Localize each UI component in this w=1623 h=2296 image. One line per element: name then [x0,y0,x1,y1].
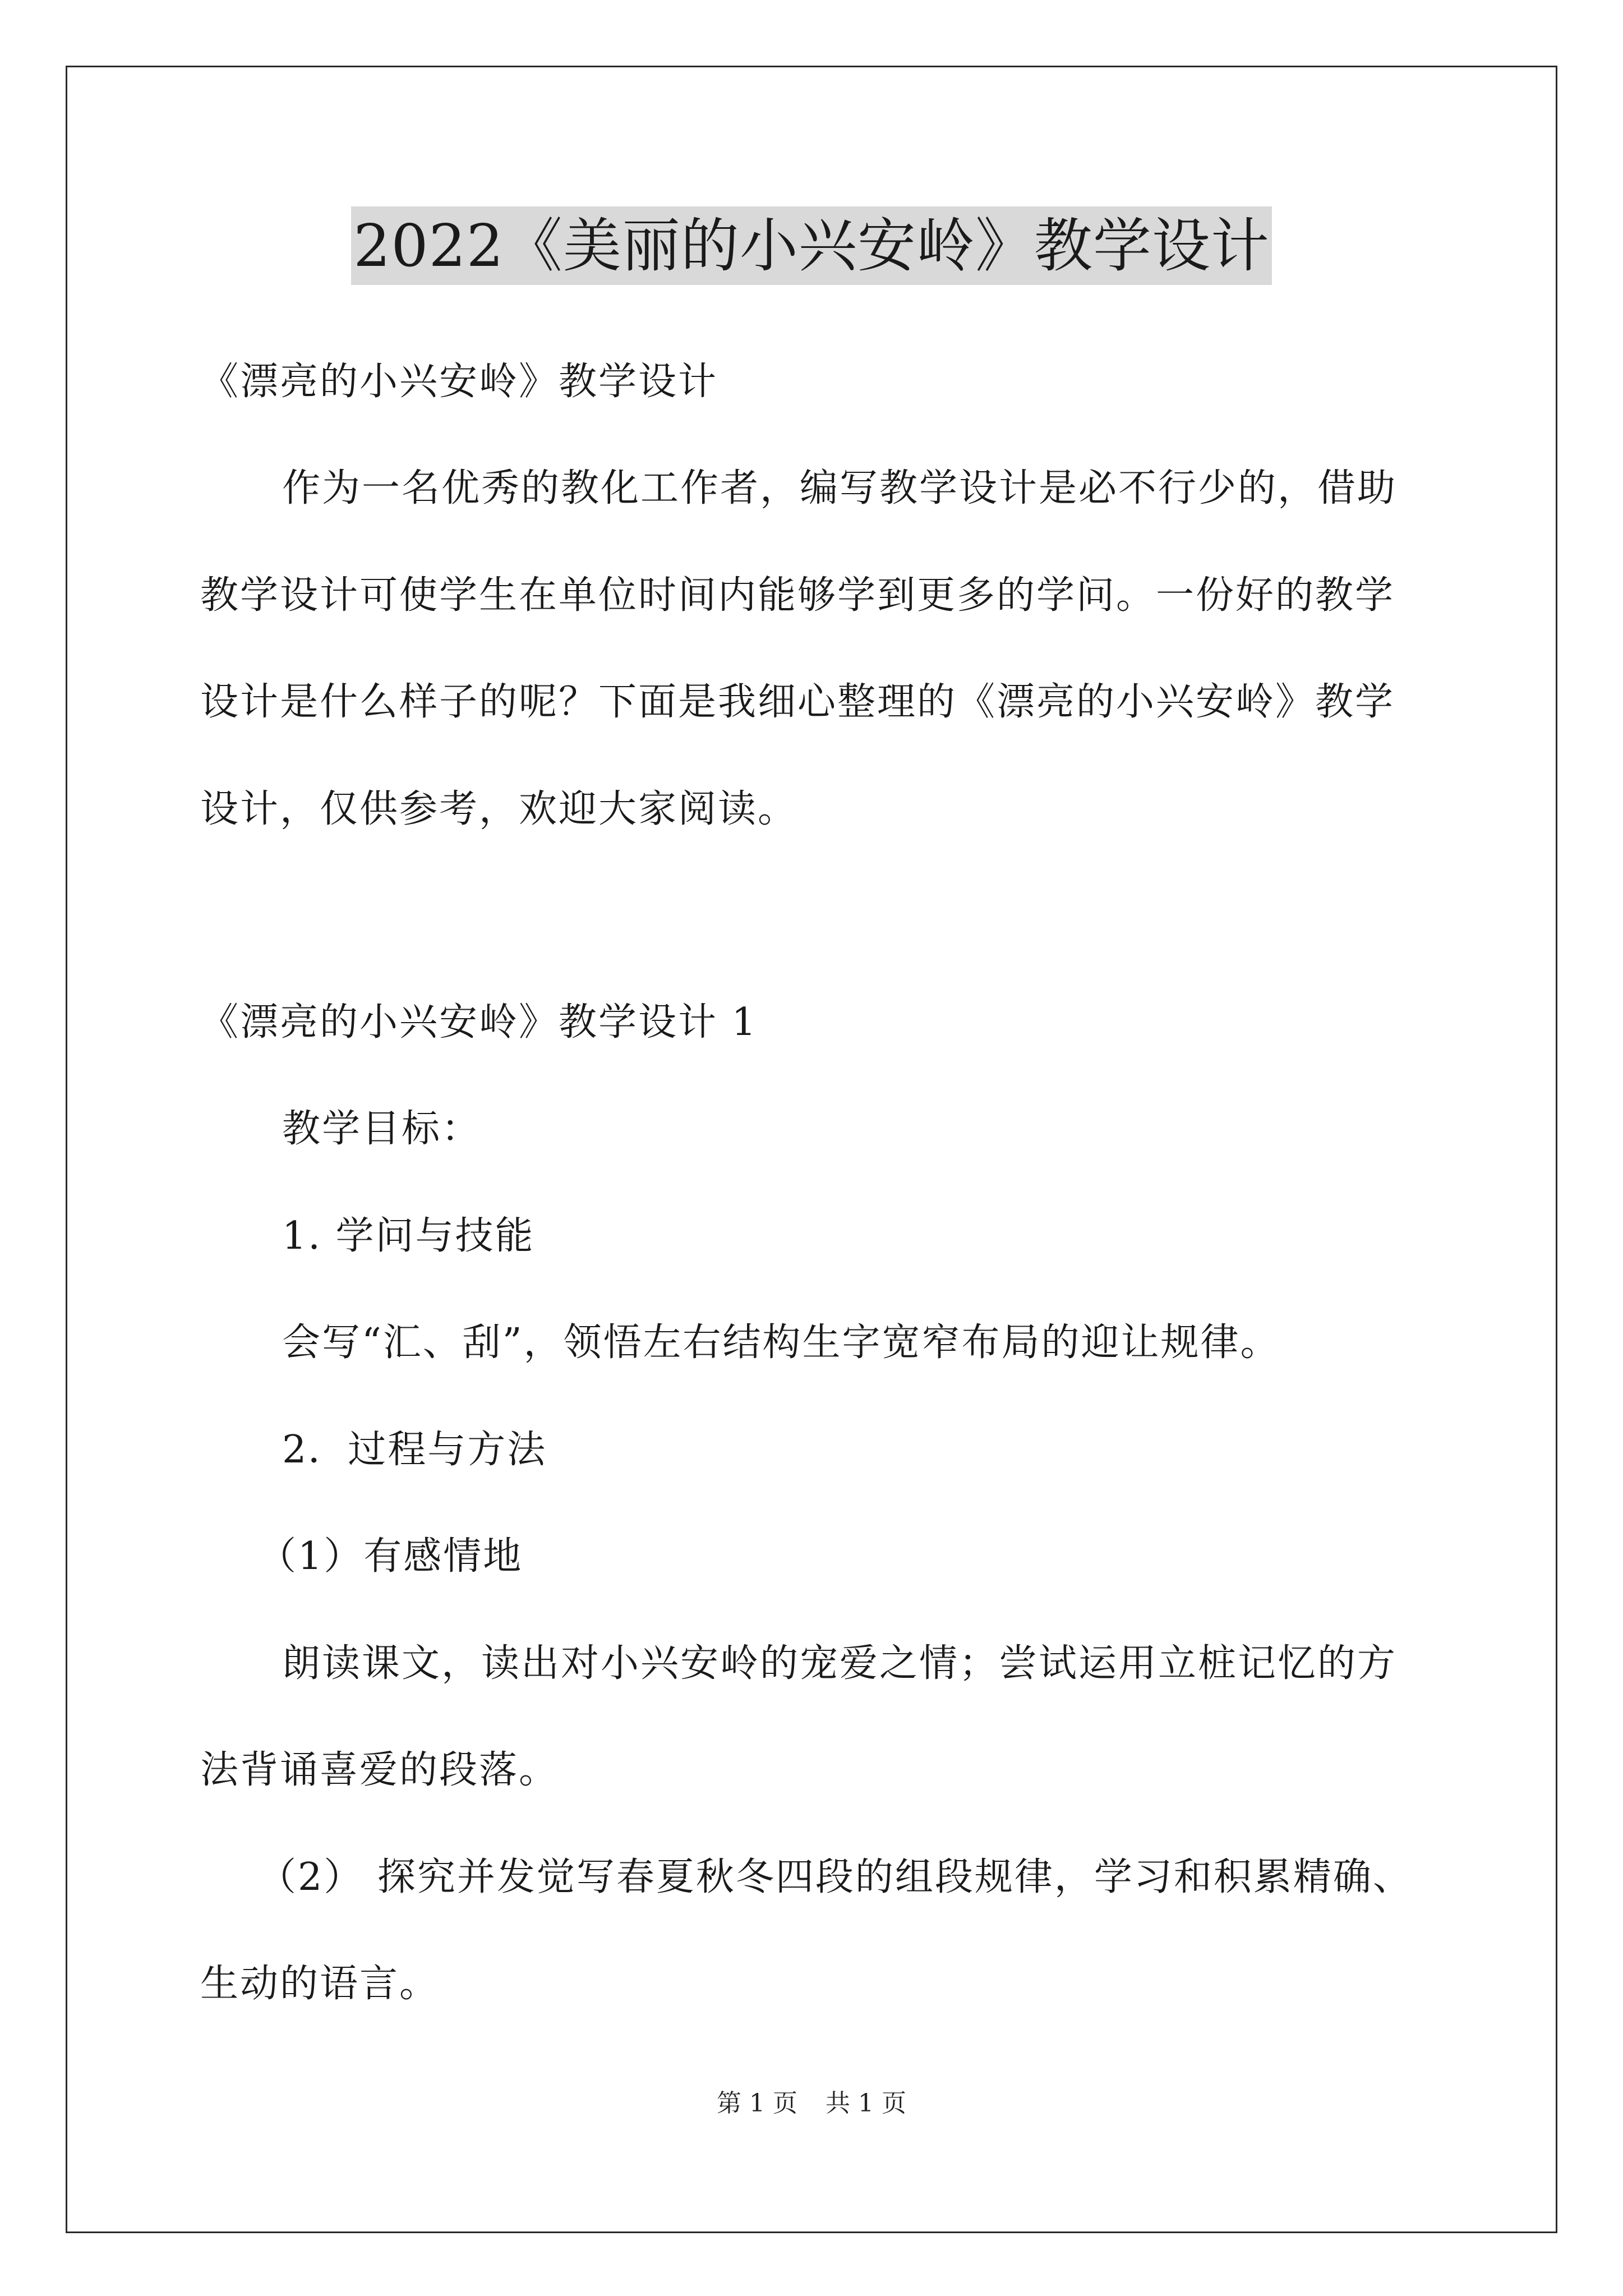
page-footer [0,2087,1623,2120]
intro-paragraph-line-4: 设计，仅供参考，欢迎大家阅读。 [200,787,798,831]
intro-paragraph-line-3: 设计是什么样子的呢？下面是我细心整理的《漂亮的小兴安岭》教学 [200,680,1395,724]
goal-2-item-1-line-2: 法背诵喜爱的段落。 [200,1748,559,1792]
goal-2-item-1-heading: （1）有感情地 [258,1534,523,1579]
teaching-goals-label: 教学目标： [282,1107,482,1151]
section-heading: 《漂亮的小兴安岭》教学设计 1 [200,1000,758,1045]
goal-1-heading: 1. 学问与技能 [282,1214,535,1258]
goal-2-item-1-line-1: 朗读课文，读出对小兴安岭的宠爱之情；尝试运用立桩记忆的方 [282,1641,1398,1686]
intro-paragraph-line-2: 教学设计可使学生在单位时间内能够学到更多的学问。一份好的教学 [200,573,1395,618]
title-wrap [0,206,1623,285]
goal-2-item-2-line-2: 生动的语言。 [200,1962,440,2006]
intro-paragraph-line-1: 作为一名优秀的教化工作者，编写教学设计是必不行少的，借助 [282,466,1398,510]
page-total: 共 1 页 [826,2089,906,2118]
intro-heading: 《漂亮的小兴安岭》教学设计 [200,360,718,404]
page-number: 第 1 页 [717,2089,797,2118]
goal-2-heading: 2．过程与方法 [282,1428,547,1472]
document-title: 2022《美丽的小兴安岭》教学设计 [351,206,1272,285]
goal-2-item-2-line-1: （2） 探究并发觉写春夏秋冬四段的组段规律，学习和积累精确、 [258,1855,1413,1899]
goal-1-text: 会写“汇、刮”，领悟左右结构生字宽窄布局的迎让规律。 [282,1320,1280,1365]
